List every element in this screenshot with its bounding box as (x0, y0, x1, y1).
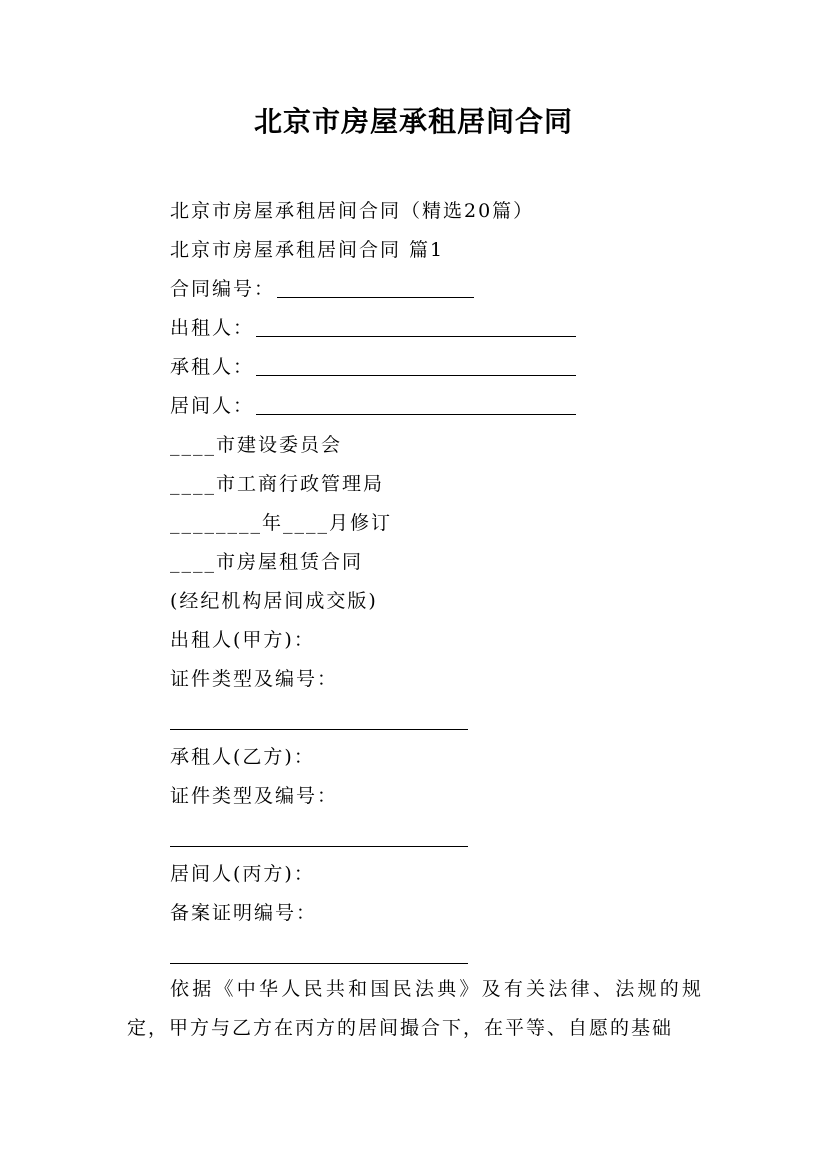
document-title: 北京市房屋承租居间合同 (253, 105, 573, 138)
party-a-id-blank (170, 699, 468, 730)
lessee-blank (256, 348, 576, 376)
contract-number-blank (277, 270, 474, 298)
intro-paragraph: 依据《中华人民共和国民法典》及有关法律、法规的规定，甲方与乙方在丙方的居间撮合下，在平等、自愿的基础 (127, 978, 703, 1039)
party-c-label: 居间人(丙方)： (170, 863, 315, 885)
edition-note: (经纪机构居间成交版) (170, 590, 378, 612)
party-b-id-label: 证件类型及编号： (170, 785, 339, 807)
document-body (170, 192, 710, 972)
city-construction-committee: ____市建设委员会 (170, 434, 343, 456)
section-heading: 北京市房屋承租居间合同 篇1 (170, 239, 445, 261)
lessee-row (170, 348, 710, 387)
filing-cert-label: 备案证明编号： (170, 902, 318, 924)
revision-date: ________年____月修订 (170, 512, 393, 534)
lessee-label: 承租人： (170, 356, 255, 378)
intermediary-blank (256, 387, 576, 415)
lessor-blank (256, 309, 576, 337)
city-lease-contract: ____市房屋租赁合同 (170, 551, 364, 573)
intermediary-row (170, 387, 710, 426)
contract-number-row (170, 270, 710, 309)
party-b-id-blank-row (170, 816, 710, 855)
contract-number-label: 合同编号： (170, 278, 276, 300)
document-subtitle: 北京市房屋承租居间合同（精选20篇） (170, 200, 535, 222)
intermediary-label: 居间人： (170, 395, 255, 417)
lessor-row (170, 309, 710, 348)
party-b-id-blank (170, 816, 468, 847)
party-a-label: 出租人(甲方)： (170, 629, 315, 651)
filing-cert-blank-row (170, 933, 710, 972)
city-industry-commerce-bureau: ____市工商行政管理局 (170, 473, 385, 495)
party-a-id-blank-row (170, 699, 710, 738)
lessor-label: 出租人： (170, 317, 255, 339)
party-a-id-label: 证件类型及编号： (170, 668, 339, 690)
party-b-label: 承租人(乙方)： (170, 746, 315, 768)
filing-cert-blank (170, 933, 468, 964)
